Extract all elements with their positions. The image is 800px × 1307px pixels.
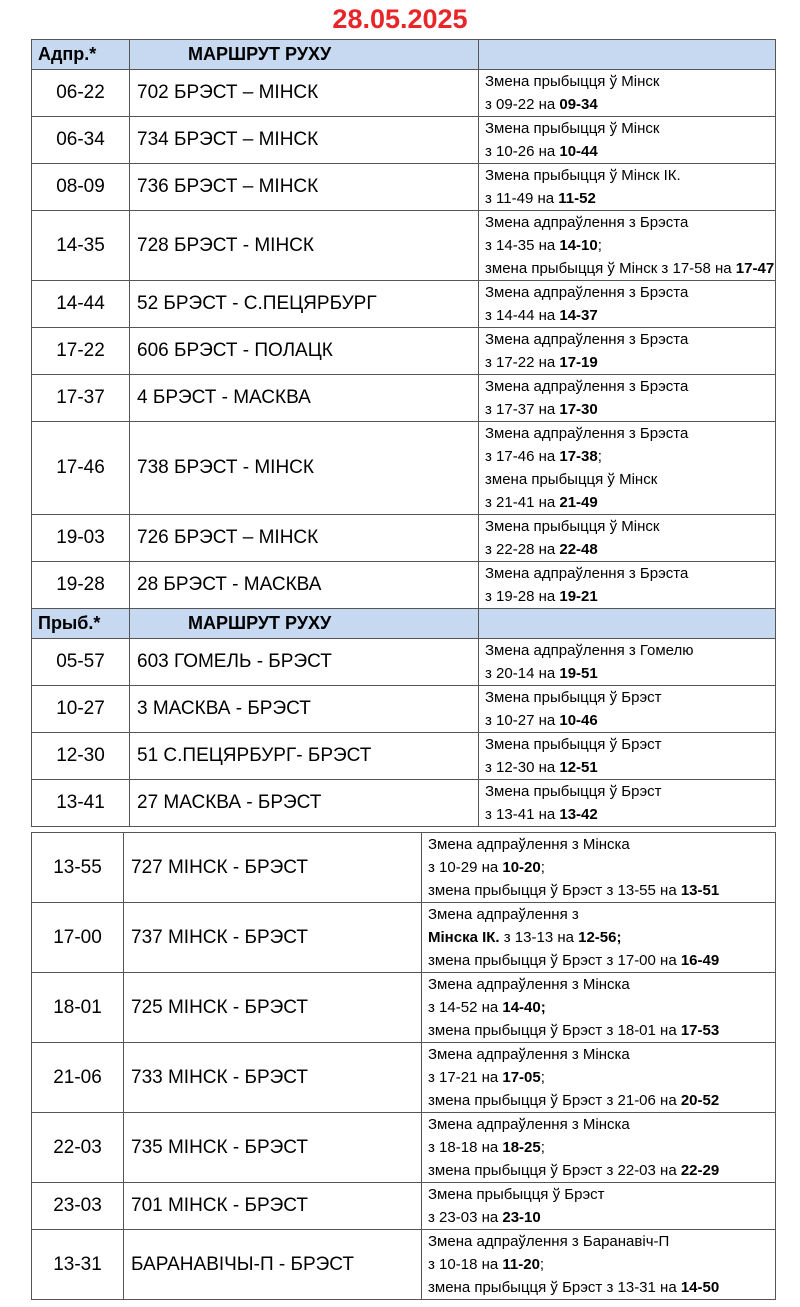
table-row [32,328,776,375]
note-text: Змена адпраўлення з Мінска [428,836,630,853]
train-route: 27 МАСКВА - БРЭСТ [130,780,479,827]
note-line [428,1043,775,1066]
note-new-time: 20-52 [680,1092,720,1109]
train-route: 701 МІНСК - БРЭСТ [124,1183,422,1230]
schedule-change-note [479,422,776,515]
train-route: 727 МІНСК - БРЭСТ [124,833,422,903]
note-line [485,211,775,234]
table-row [32,1183,776,1230]
note-new-time: 17-19 [559,354,598,371]
schedule-change-note [479,639,776,686]
note-line [428,1206,775,1229]
train-route: 738 БРЭСТ - МІНСК [130,422,479,515]
train-time: 17-37 [32,375,130,422]
note-new-time: Мінска ІК. [428,929,500,946]
schedule-change-note [422,833,776,903]
note-line [485,257,775,280]
schedule-change-note [479,375,776,422]
note-text: з 11-49 на [485,190,559,207]
schedule-change-note [479,686,776,733]
note-text: з 19-28 на [485,588,560,605]
header-route: МАРШРУТ РУХУ [130,609,479,639]
train-route: 736 БРЭСТ – МІНСК [130,164,479,211]
table-row [32,70,776,117]
table-row [32,281,776,328]
note-line [485,585,775,608]
train-time: 14-44 [32,281,130,328]
note-line [428,856,775,879]
note-line [428,1113,775,1136]
header-note [479,40,776,70]
train-route: 735 МІНСК - БРЭСТ [124,1113,422,1183]
note-new-time: 12-51 [559,759,598,776]
note-line [428,833,775,856]
train-route: 702 БРЭСТ – МІНСК [130,70,479,117]
train-time: 13-31 [32,1230,124,1300]
note-text: Змена адпраўлення з Мінска [428,1046,630,1063]
note-line [485,780,775,803]
table-row [32,1230,776,1300]
note-text: з 18-18 на [428,1139,503,1156]
note-text: змена прыбыцця ў Мінск [485,471,658,488]
schedule-change-note [479,733,776,780]
table-row [32,833,776,903]
note-line [485,515,775,538]
note-line [485,445,775,468]
note-new-time: 11-52 [558,190,596,207]
schedule-change-note [422,903,776,973]
note-text: Змена адпраўлення з Баранавіч-П [428,1233,670,1250]
note-text: Змена прыбыцця ў Мінск [485,120,660,137]
note-text: з 23-03 на [428,1209,503,1226]
note-text: Змена адпраўлення з Мінска [428,1116,630,1133]
schedule-change-note [479,515,776,562]
schedule-change-note [479,562,776,609]
schedule-change-note [479,117,776,164]
note-new-time: 21-49 [559,494,598,511]
note-line [428,1136,775,1159]
note-text: Змена адпраўлення з Брэста [485,565,689,582]
note-line [485,164,775,187]
table-row [32,686,776,733]
train-route: 726 БРЭСТ – МІНСК [130,515,479,562]
note-new-time: 14-37 [559,307,598,324]
note-text: з 17-46 на [485,448,560,465]
note-new-time: 17-53 [680,1022,720,1039]
table-row [32,211,776,281]
note-line [485,733,775,756]
train-route: 4 БРЭСТ - МАСКВА [130,375,479,422]
train-time: 21-06 [32,1043,124,1113]
page-title: 28.05.2025 [332,4,468,34]
note-line [485,328,775,351]
note-line [485,140,775,163]
train-time: 13-41 [32,780,130,827]
note-line [428,1253,775,1276]
train-route: 3 МАСКВА - БРЭСТ [130,686,479,733]
table-row [32,1113,776,1183]
schedule-change-note [479,70,776,117]
note-line [485,117,775,140]
note-text: Змена адпраўлення з Брэста [485,284,689,301]
note-text: Змена прыбыцця ў Брэст [485,783,662,800]
note-line [428,973,775,996]
note-text: з 13-13 на [499,929,579,946]
table-row [32,780,776,827]
note-text: змена прыбыцця ў Брэст з 21-06 на [428,1092,681,1109]
train-route: БАРАНАВІЧЫ-П - БРЭСТ [124,1230,422,1300]
schedule-table-minsk-arrivals-body [32,833,776,1300]
note-line [428,1183,775,1206]
note-text: Змена адпраўлення з Мінска [428,976,630,993]
note-line [485,93,775,116]
note-line [485,491,775,514]
train-route: 728 БРЭСТ - МІНСК [130,211,479,281]
table-row [32,422,776,515]
note-line [485,756,775,779]
schedule-change-note [422,1113,776,1183]
note-line [485,351,775,374]
note-text: Змена прыбыцця ў Мінск [485,518,660,535]
train-route: 28 БРЭСТ - МАСКВА [130,562,479,609]
train-time: 17-00 [32,903,124,973]
header-row-arrivals [32,609,776,639]
note-line [485,662,775,685]
train-route: 733 МІНСК - БРЭСТ [124,1043,422,1113]
schedule-change-note [422,1183,776,1230]
train-route: 725 МІНСК - БРЭСТ [124,973,422,1043]
note-text: ; [597,237,602,254]
note-text: з 17-22 на [485,354,560,371]
train-time: 17-22 [32,328,130,375]
note-text: з 21-41 на [485,494,560,511]
train-route: 734 БРЭСТ – МІНСК [130,117,479,164]
note-new-time: 09-34 [559,96,598,113]
note-text: Змена прыбыцця ў Брэст [485,736,662,753]
note-text: з 14-52 на [428,999,503,1016]
note-text: Змена адпраўлення з Брэста [485,331,689,348]
note-line [485,562,775,585]
note-text: Змена прыбыцця ў Брэст [485,689,662,706]
note-new-time: 19-21 [559,588,598,605]
note-text: ; [540,1069,545,1086]
note-text: Змена адпраўлення з Брэста [485,378,689,395]
note-new-time: 14-10 [559,237,598,254]
table-row [32,1043,776,1113]
train-route: 52 БРЭСТ - С.ПЕЦЯРБУРГ [130,281,479,328]
schedule-change-note [479,780,776,827]
note-line [428,1066,775,1089]
train-time: 08-09 [32,164,130,211]
note-new-time: 22-29 [680,1162,720,1179]
schedule-table-minsk-arrivals [31,832,776,1300]
note-text: з 12-30 на [485,759,560,776]
schedule-table-body [32,40,776,827]
note-new-time: 18-25 [502,1139,541,1156]
note-text: змена прыбыцця ў Брэст з 22-03 на [428,1162,681,1179]
note-text: з 09-22 на [485,96,560,113]
note-new-time: 10-46 [559,712,598,729]
note-line [428,879,775,902]
note-new-time: 22-48 [559,541,598,558]
note-line [485,709,775,732]
note-line [485,686,775,709]
note-line [428,996,775,1019]
train-time: 22-03 [32,1113,124,1183]
header-route: МАРШРУТ РУХУ [130,40,479,70]
train-time: 05-57 [32,639,130,686]
note-text: Змена адпраўлення з Брэста [485,214,689,231]
note-text: Змена прыбыцця ў Мінск [485,73,660,90]
note-new-time: 17-30 [559,401,598,418]
note-line [428,1089,775,1112]
note-text: з 20-14 на [485,665,560,682]
table-row [32,375,776,422]
note-text: з 10-27 на [485,712,560,729]
note-new-time: 13-42 [559,806,598,823]
note-line [428,1230,775,1253]
train-time: 19-03 [32,515,130,562]
schedule-change-note [479,211,776,281]
note-new-time: 14-50 [680,1279,720,1296]
note-new-time: 17-05 [502,1069,541,1086]
note-text: змена прыбыцця ў Брэст з 18-01 на [428,1022,681,1039]
train-time: 06-22 [32,70,130,117]
header-time: Адпр.* [32,40,130,70]
train-time: 13-55 [32,833,124,903]
train-route: 51 С.ПЕЦЯРБУРГ- БРЭСТ [130,733,479,780]
note-new-time: 10-44 [559,143,598,160]
note-text: Змена прыбыцця ў Мінск ІК. [485,167,681,184]
train-route: 603 ГОМЕЛЬ - БРЭСТ [130,639,479,686]
table-row [32,733,776,780]
note-text: з 14-44 на [485,307,560,324]
note-line [428,949,775,972]
header-time: Прыб.* [32,609,130,639]
train-route: 737 МІНСК - БРЭСТ [124,903,422,973]
note-new-time: 17-47 [735,260,775,277]
note-new-time: 13-51 [680,882,720,899]
note-line [485,304,775,327]
note-text: Змена адпраўлення з [428,906,579,923]
train-time: 06-34 [32,117,130,164]
note-text: з 14-35 на [485,237,560,254]
note-text: з 17-37 на [485,401,560,418]
table-row [32,973,776,1043]
table-row [32,562,776,609]
note-new-time: 17-38 [559,448,598,465]
train-time: 12-30 [32,733,130,780]
note-line [485,468,775,491]
note-text: з 10-18 на [428,1256,503,1273]
header-note [479,609,776,639]
note-text: змена прыбыцця ў Мінск з 17-58 на [485,260,736,277]
note-line [485,639,775,662]
train-time: 17-46 [32,422,130,515]
schedule-table [31,39,776,827]
note-line [485,187,775,210]
note-line [428,1159,775,1182]
table-row [32,117,776,164]
note-text: ; [540,859,545,876]
header-row-departures [32,40,776,70]
note-line [485,803,775,826]
note-text: Змена адпраўлення з Брэста [485,425,689,442]
train-time: 19-28 [32,562,130,609]
train-time: 23-03 [32,1183,124,1230]
note-text: з 10-29 на [428,859,503,876]
table-row [32,639,776,686]
note-line [428,926,775,949]
train-route: 606 БРЭСТ - ПОЛАЦК [130,328,479,375]
train-time: 10-27 [32,686,130,733]
note-line [428,1019,775,1042]
note-line [485,398,775,421]
note-new-time: 12-56; [578,929,622,946]
note-text: Змена адпраўлення з Гомелю [485,642,694,659]
note-line [485,234,775,257]
train-time: 18-01 [32,973,124,1043]
note-text: з 10-26 на [485,143,560,160]
note-new-time: 11-20 [502,1256,540,1273]
note-new-time: 19-51 [559,665,598,682]
note-text: змена прыбыцця ў Брэст з 13-31 на [428,1279,681,1296]
note-line [485,422,775,445]
note-text: змена прыбыцця ў Брэст з 13-55 на [428,882,681,899]
note-text: з 22-28 на [485,541,560,558]
note-new-time: 16-49 [680,952,720,969]
note-text: з 17-21 на [428,1069,503,1086]
schedule-change-note [422,1230,776,1300]
note-text: ; [539,1256,545,1273]
note-line [485,70,775,93]
note-text: Змена прыбыцця ў Брэст [428,1186,605,1203]
note-new-time: 14-40; [502,999,546,1016]
note-line [485,538,775,561]
note-text: ; [597,448,602,465]
note-line [485,281,775,304]
note-new-time: 23-10 [502,1209,541,1226]
schedule-change-note [479,164,776,211]
note-line [485,375,775,398]
table-row [32,164,776,211]
note-line [428,903,775,926]
note-new-time: 10-20 [502,859,541,876]
schedule-change-note [479,328,776,375]
table-row [32,903,776,973]
train-time: 14-35 [32,211,130,281]
note-text: ; [540,1139,545,1156]
schedule-change-note [422,973,776,1043]
note-line [428,1276,775,1299]
schedule-change-note [479,281,776,328]
note-text: з 13-41 на [485,806,560,823]
table-row [32,515,776,562]
schedule-change-note [422,1043,776,1113]
note-text: змена прыбыцця ў Брэст з 17-00 на [428,952,681,969]
